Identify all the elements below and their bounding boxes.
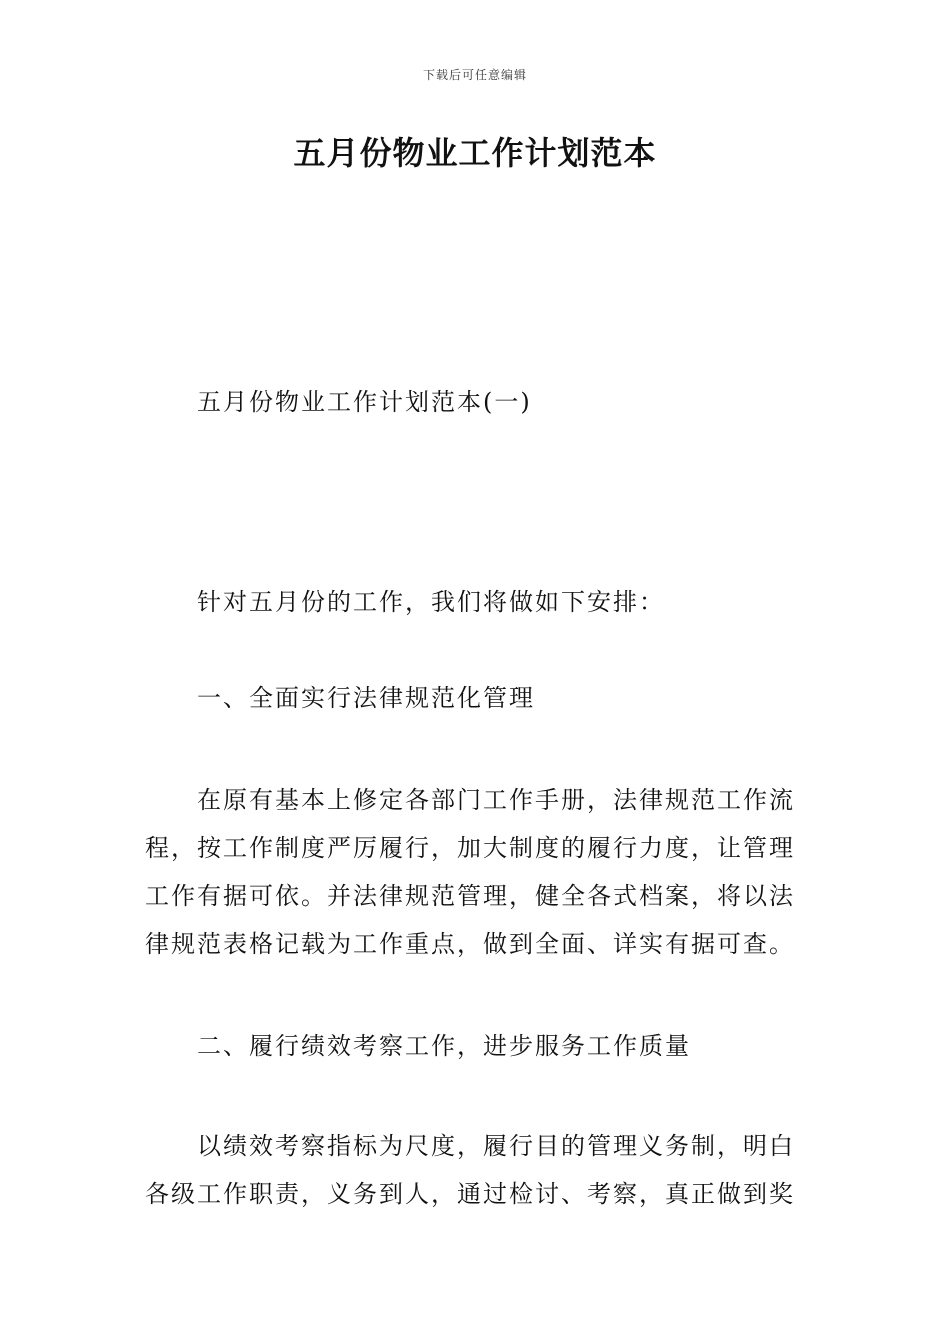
intro-paragraph: 针对五月份的工作，我们将做如下安排： <box>197 588 665 616</box>
section-body-2: 以绩效考察指标为尺度，履行目的管理义务制，明白各级工作职责，义务到人，通过检讨、考察，真正做到奖 <box>145 1132 795 1208</box>
section-heading-2: 二、履行绩效考察工作，进步服务工作质量 <box>197 1032 691 1060</box>
document-title: 五月份物业工作计划范本 <box>293 134 657 172</box>
header-note: 下载后可任意编辑 <box>422 68 527 82</box>
section-heading-1: 一、全面实行法律规范化管理 <box>197 684 535 712</box>
section-body-1: 在原有基本上修定各部门工作手册，法律规范工作流程，按工作制度严厉履行，加大制度的履行力度，让管理工作有据可依。并法律规范管理，健全各式档案，将以法律规范表格记载为工作重点，做到全面、详实有据可查。 <box>145 786 795 958</box>
document-subtitle: 五月份物业工作计划范本(一) <box>197 388 532 416</box>
